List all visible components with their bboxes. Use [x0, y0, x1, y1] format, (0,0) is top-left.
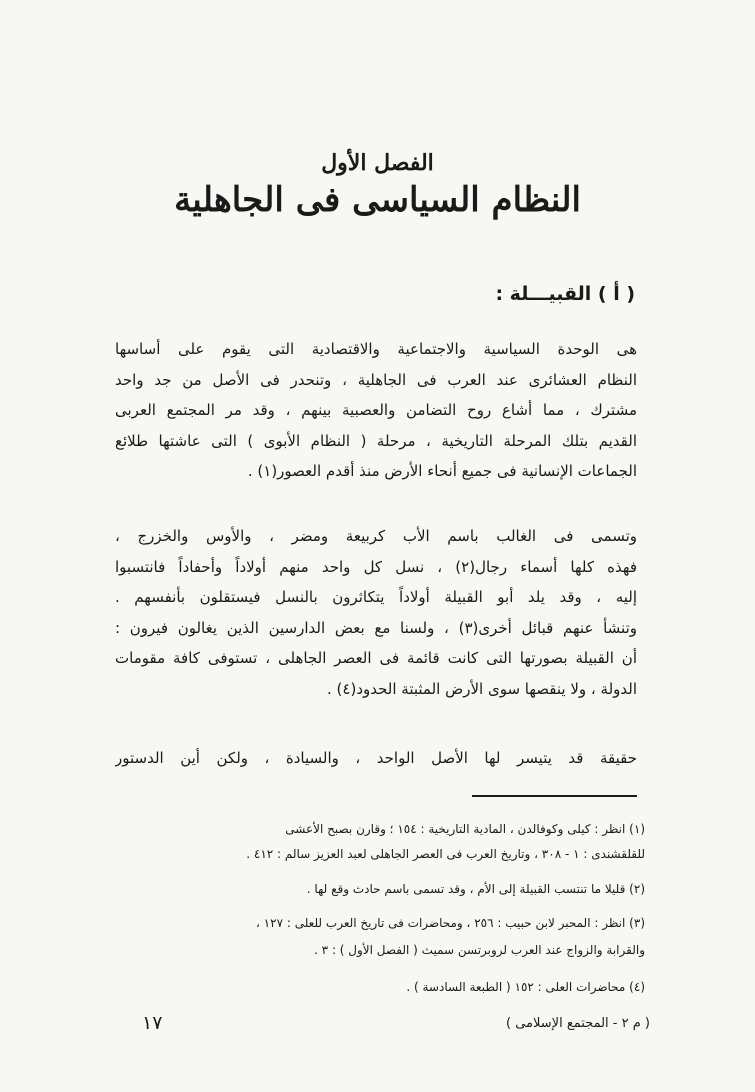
paragraph-3	[115, 743, 637, 774]
footnote-2: (٢) قليلا ما تنتسب القبيلة إلى الأم ، وقد تسمى باسم حادث وقع لها .	[306, 882, 645, 896]
paragraph-line: مشترك ، مما أشاع روح التضامن والعصبية بينهم ، وقد مر المجتمع العربى	[115, 401, 637, 420]
footnote-3: (٣) انظر : المحبر لابن حبيب : ٢٥٦ ، ومحاضرات فى تاريخ العرب للعلى : ١٢٧ ،	[255, 916, 645, 930]
chapter-label: الفصل الأول	[321, 150, 434, 176]
chapter-title: النظام السياسى فى الجاهلية	[174, 180, 581, 220]
footnote-1-continued: للقلقشندى : ١ - ٣٠٨ ، وتاريخ العرب فى العصر الجاهلى لعبد العزيز سالم : ٤١٢ .	[246, 847, 645, 861]
paragraph-line: حقيقة قد يتيسر لها الأصل الواحد ، والسيادة ، ولكن أين الدستور	[115, 749, 637, 767]
paragraph-line: هى الوحدة السياسية والاجتماعية والاقتصادية التى يقوم على أساسها	[115, 340, 637, 358]
paragraph-line: إليه ، وقد يلد أبو القبيلة أولاداً يتكاثرون بالنسل فيستقلون بأنفسهم .	[115, 588, 637, 607]
paragraph-line: فهذه كلها أسماء رجال(٢) ، نسل كل واحد منهم أولاداً وأحفاداً فانتسبوا	[115, 557, 637, 576]
printer-signature: ( م ٢ - المجتمع الإسلامى )	[506, 1016, 650, 1031]
footnote-divider	[472, 795, 637, 797]
paragraph-line: الجماعات الإنسانية فى جميع أنحاء الأرض منذ أقدم العصور(١) .	[247, 462, 637, 481]
footnote-1: (١) انظر : كيلى وكوفالدن ، المادية التاريخية : ١٥٤ ؛ وقارن بصبح الأعشى	[285, 822, 645, 836]
footnote-4: (٤) محاضرات العلى : ١٥٢ ( الطبعة السادسة ) .	[406, 980, 645, 994]
paragraph-1	[115, 334, 637, 487]
paragraph-line: النظام العشائرى عند العرب فى الجاهلية ، وتنحدر فى الأصل من جد واحد	[115, 370, 637, 389]
paragraph-2	[115, 521, 637, 705]
paragraph-line: القديم بتلك المرحلة التاريخية ، مرحلة ( النظام الأبوى ) التى عاشتها طلائع	[115, 431, 637, 450]
footnote-3-continued: والقرابة والزواج عند العرب لروبرتسن سميث ( الفصل الأول ) : ٣ .	[314, 943, 645, 957]
paragraph-line: وتسمى فى الغالب باسم الأب كربيعة ومضر ، والأوس والخزرج ،	[115, 527, 637, 545]
page-number: ١٧	[142, 1012, 163, 1034]
paragraph-line: الدولة ، ولا ينقصها سوى الأرض المثبتة الحدود(٤) .	[327, 679, 637, 698]
section-heading: ( أ ) القبيـــلة :	[495, 283, 635, 305]
paragraph-line: وتنشأ عنهم قبائل أخرى(٣) ، ولسنا مع بعض الدارسين الذين يغالون فيرون :	[115, 618, 637, 637]
paragraph-line: أن القبيلة بصورتها التى كانت قائمة فى العصر الجاهلى ، تستوفى كافة مقومات	[115, 649, 637, 668]
